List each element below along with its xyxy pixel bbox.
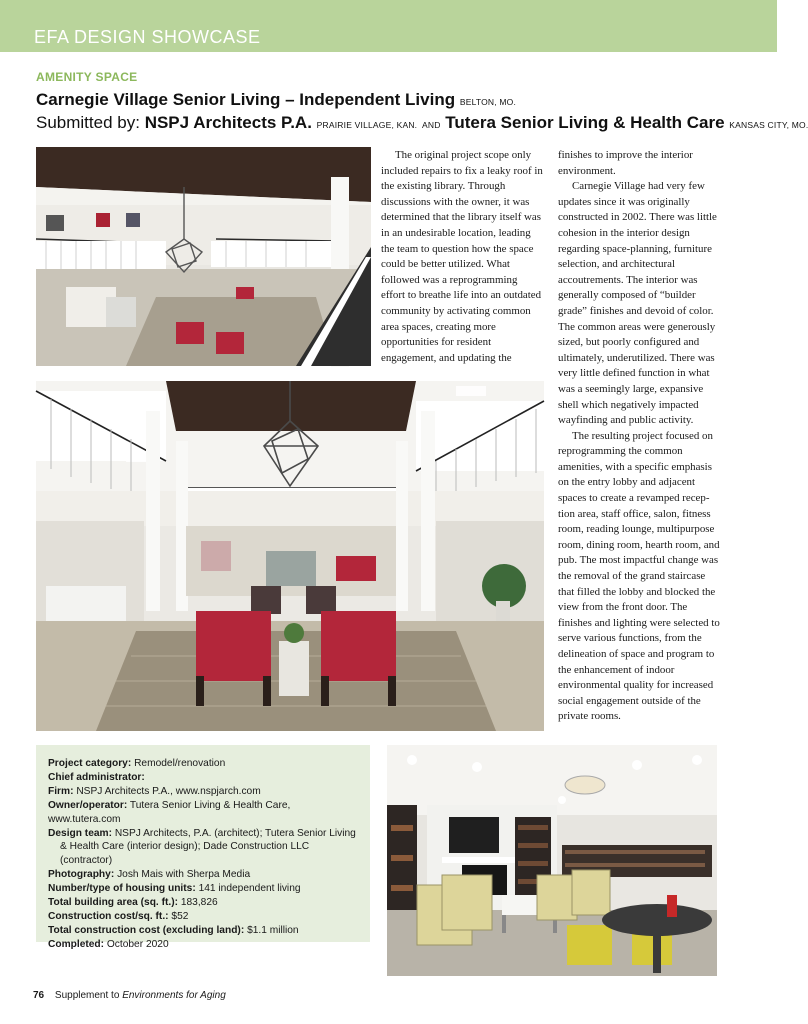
info-row-firm: Firm: NSPJ Architects P.A., www.nspjarch.com [48, 785, 261, 797]
page-footer [33, 990, 226, 1001]
photo-lobby-upper [36, 147, 371, 366]
body-paragraph: finishes to improve the interior environment. [558, 149, 693, 177]
body-paragraph: The original project scope only included repairs to fix a leaky roof in the existing library. Through discussions with the owner, it was determined that the library itself was in an undesirable location, leading the team to question how the space could be better utilized. What followed was a reprogramming effort to breathe life into an outdated community by activating common area spaces, creating more opportunities for resident engagement, and updating the [381, 149, 543, 364]
submitted-prefix: Submitted by: [36, 113, 140, 132]
info-row-completed: Completed: October 2020 [48, 938, 169, 950]
body-column-2 [558, 148, 720, 725]
info-row-cost-per-sqft: Construction cost/sq. ft.: $52 [48, 910, 189, 922]
submitted-by [36, 113, 808, 133]
info-row-total-cost: Total construction cost (excluding land): $1.1 million [48, 924, 299, 936]
page-number: 76 [33, 990, 45, 1001]
firm1-name: NSPJ Architects P.A. [144, 113, 312, 132]
info-row-category: Project category: Remodel/renovation [48, 758, 226, 769]
banner-title: EFA DESIGN SHOWCASE [34, 27, 261, 47]
publication-name: Environments for Aging [122, 990, 226, 1001]
info-row-building-area: Total building area (sq. ft.): 183,826 [48, 897, 218, 909]
firm1-location: PRAIRIE VILLAGE, KAN. [316, 120, 418, 130]
info-row-owner: Owner/operator: Tutera Senior Living & Health Care, www.tutera.com [48, 799, 291, 825]
header-banner [0, 0, 777, 52]
info-row-housing-units: Number/type of housing units: 141 independent living [48, 883, 301, 895]
info-row-administrator: Chief administrator: [48, 771, 145, 783]
info-row-photography: Photography: Josh Mais with Sherpa Media [48, 869, 251, 881]
firm2-name: Tutera Senior Living & Health Care [445, 113, 725, 132]
body-column-1 [381, 148, 543, 366]
and-word: AND [421, 120, 441, 130]
project-title-text: Carnegie Village Senior Living – Independent Living [36, 90, 456, 109]
photo-hearth-room [387, 745, 717, 976]
info-row-design-team: Design team: NSPJ Architects, P.A. (architect); Tutera Senior Living & Health Care (interior design); Dade Construction LLC (contractor) [48, 827, 356, 867]
project-location: BELTON, MO. [459, 97, 517, 107]
body-paragraph: Carnegie Village had very few updates since it was originally constructed in 2002. There was little cohesion in the interior design regarding space-planning, furniture selection, and architectural accoutrements. The interior was generally composed of “builder grade” finishes and devoid of color. The common areas were generously sized, but poorly configured and ultimately, underutilized. There was very little defined function in what was a seemingly large, expansive shell which negatively impacted wayfinding and public activity. [558, 180, 717, 427]
photo-lobby-main [36, 381, 544, 731]
supplement-text: Supplement to [54, 990, 120, 1001]
section-label: AMENITY SPACE [36, 70, 138, 84]
project-info-box [36, 745, 370, 950]
project-title [36, 90, 516, 110]
body-paragraph: The resulting project focused on reprogramming the common amenities, with a specific emphasis on the entry lobby and adjacent spaces to create a revamped reception area, staff office, salon, fitness room, reading lounge, multipurpose room, dining room, hearth room, and pub. The most impactful change was the removal of the grand staircase that filled the lobby and blocked the view from the front door. The finishes and lighting were selected to serve various functions, from the delineation of space and program to the enhancement of indoor environmental quality for increased social engagement outside of the private rooms. [558, 429, 720, 723]
firm2-location: KANSAS CITY, MO. [729, 120, 808, 130]
